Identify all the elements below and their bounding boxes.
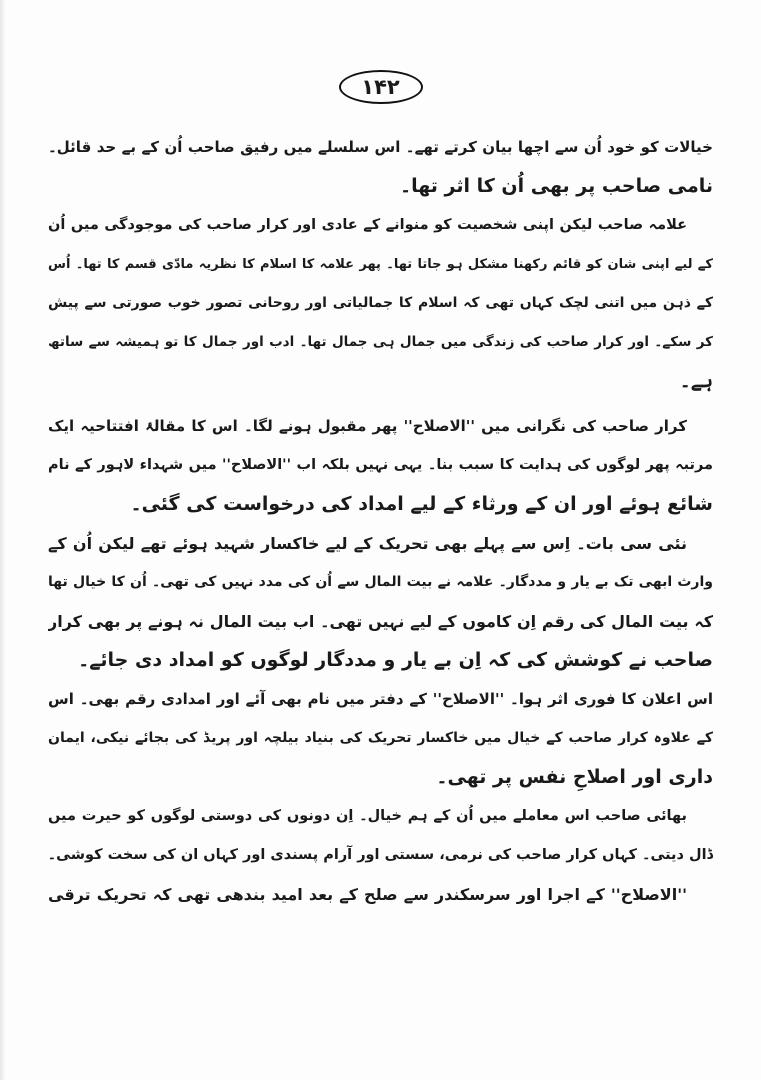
text-line: اس اعلان کا فوری اثر ہوا۔ ''الاصلاح'' کے دفتر میں نام بھی آئے اور امدادی رقم بھی۔ اس bbox=[48, 690, 713, 708]
paragraph bbox=[48, 206, 713, 401]
paragraph bbox=[48, 128, 713, 206]
text-line: شائع ہوئے اور ان کے ورثاء کے لیے امداد کی درخواست کی گئی۔ bbox=[130, 493, 713, 515]
page-number-container bbox=[0, 70, 761, 104]
text-line: بھائی صاحب اس معاملے میں اُن کے ہم خیال۔ اِن دونوں کی دوستی لوگوں کو حیرت میں bbox=[48, 808, 687, 824]
text-line: صاحب نے کوشش کی کہ اِن بے یار و مددگار لوگوں کو امداد دی جائے۔ bbox=[78, 649, 713, 671]
text-line: ''الاصلاح'' کے اجرا اور سرسکندر سے صلح کے بعد امید بندھی تھی کہ تحریک ترقی bbox=[48, 885, 687, 904]
paragraph bbox=[48, 524, 713, 680]
text-line: کے ذہن میں اتنی لچک کہاں تھی کہ اسلام کا جمالیاتی اور روحانی تصور خوب صورتی سے پیش bbox=[48, 295, 713, 311]
text-line: کے علاوہ کرار صاحب کے خیال میں خاکسار تحریک کی بنیاد بیلچہ اور پریڈ کی بجائے نیکی، ایمان bbox=[48, 730, 713, 746]
text-line: علامہ صاحب لیکن اپنی شخصیت کو منوانے کے عادی اور کرار صاحب کی موجودگی میں اُن bbox=[48, 217, 687, 233]
text-line: ہے۔ bbox=[679, 370, 713, 392]
text-line: خیالات کو خود اُن سے اچھا بیان کرتے تھے۔ اس سلسلے میں رفیق صاحب اُن کے بے حد قائل۔ bbox=[48, 138, 713, 156]
page-text-body bbox=[48, 128, 713, 914]
text-line: ڈال دیتی۔ کہاں کرار صاحب کی نرمی، سستی اور آرام پسندی اور کہاں ان کی سخت کوشی۔ bbox=[48, 847, 713, 863]
text-line: داری اور اصلاحِ نفس پر تھی۔ bbox=[436, 766, 713, 788]
text-line: مرتبہ پھر لوگوں کی ہدایت کا سبب بنا۔ یہی نہیں بلکہ اب ''الاصلاح'' میں شہداء لاہور کے نام bbox=[48, 457, 713, 473]
paragraph bbox=[48, 407, 713, 524]
text-line: کر سکے۔ اور کرار صاحب کی زندگی میں جمال ہی جمال تھا۔ ادب اور جمال کا تو ہمیشہ سے ساتھ bbox=[48, 334, 713, 350]
paragraph bbox=[48, 797, 713, 914]
page-edge-shadow bbox=[0, 0, 6, 1080]
text-line: نئی سی بات۔ اِس سے پہلے بھی تحریک کے لیے خاکسار شہید ہوئے تھے لیکن اُن کے bbox=[48, 534, 687, 553]
text-line: کے لیے اپنی شان کو قائم رکھنا مشکل ہو جاتا تھا۔ پھر علامہ کا اسلام کا نظریہ مادّی قسم کا تھا۔ اُس bbox=[48, 257, 713, 272]
text-line: کہ بیت المال کی رقم اِن کاموں کے لیے نہیں تھی۔ اب بیت المال نہ ہونے پر بھی کرار bbox=[48, 612, 713, 631]
paragraph bbox=[48, 680, 713, 797]
text-line: کرار صاحب کی نگرانی میں ''الاصلاح'' پھر مقبول ہونے لگا۔ اس کا مقالۂ افتتاحیہ ایک bbox=[48, 417, 687, 435]
text-line: نامی صاحب پر بھی اُن کا اثر تھا۔ bbox=[399, 175, 713, 197]
page-number: ۱۴۲ bbox=[339, 70, 423, 104]
text-line: وارث ابھی تک بے یار و مددگار۔ علامہ نے بیت المال سے اُن کی مدد نہیں کی تھی۔ اُن کا خیال تھا bbox=[48, 574, 713, 590]
